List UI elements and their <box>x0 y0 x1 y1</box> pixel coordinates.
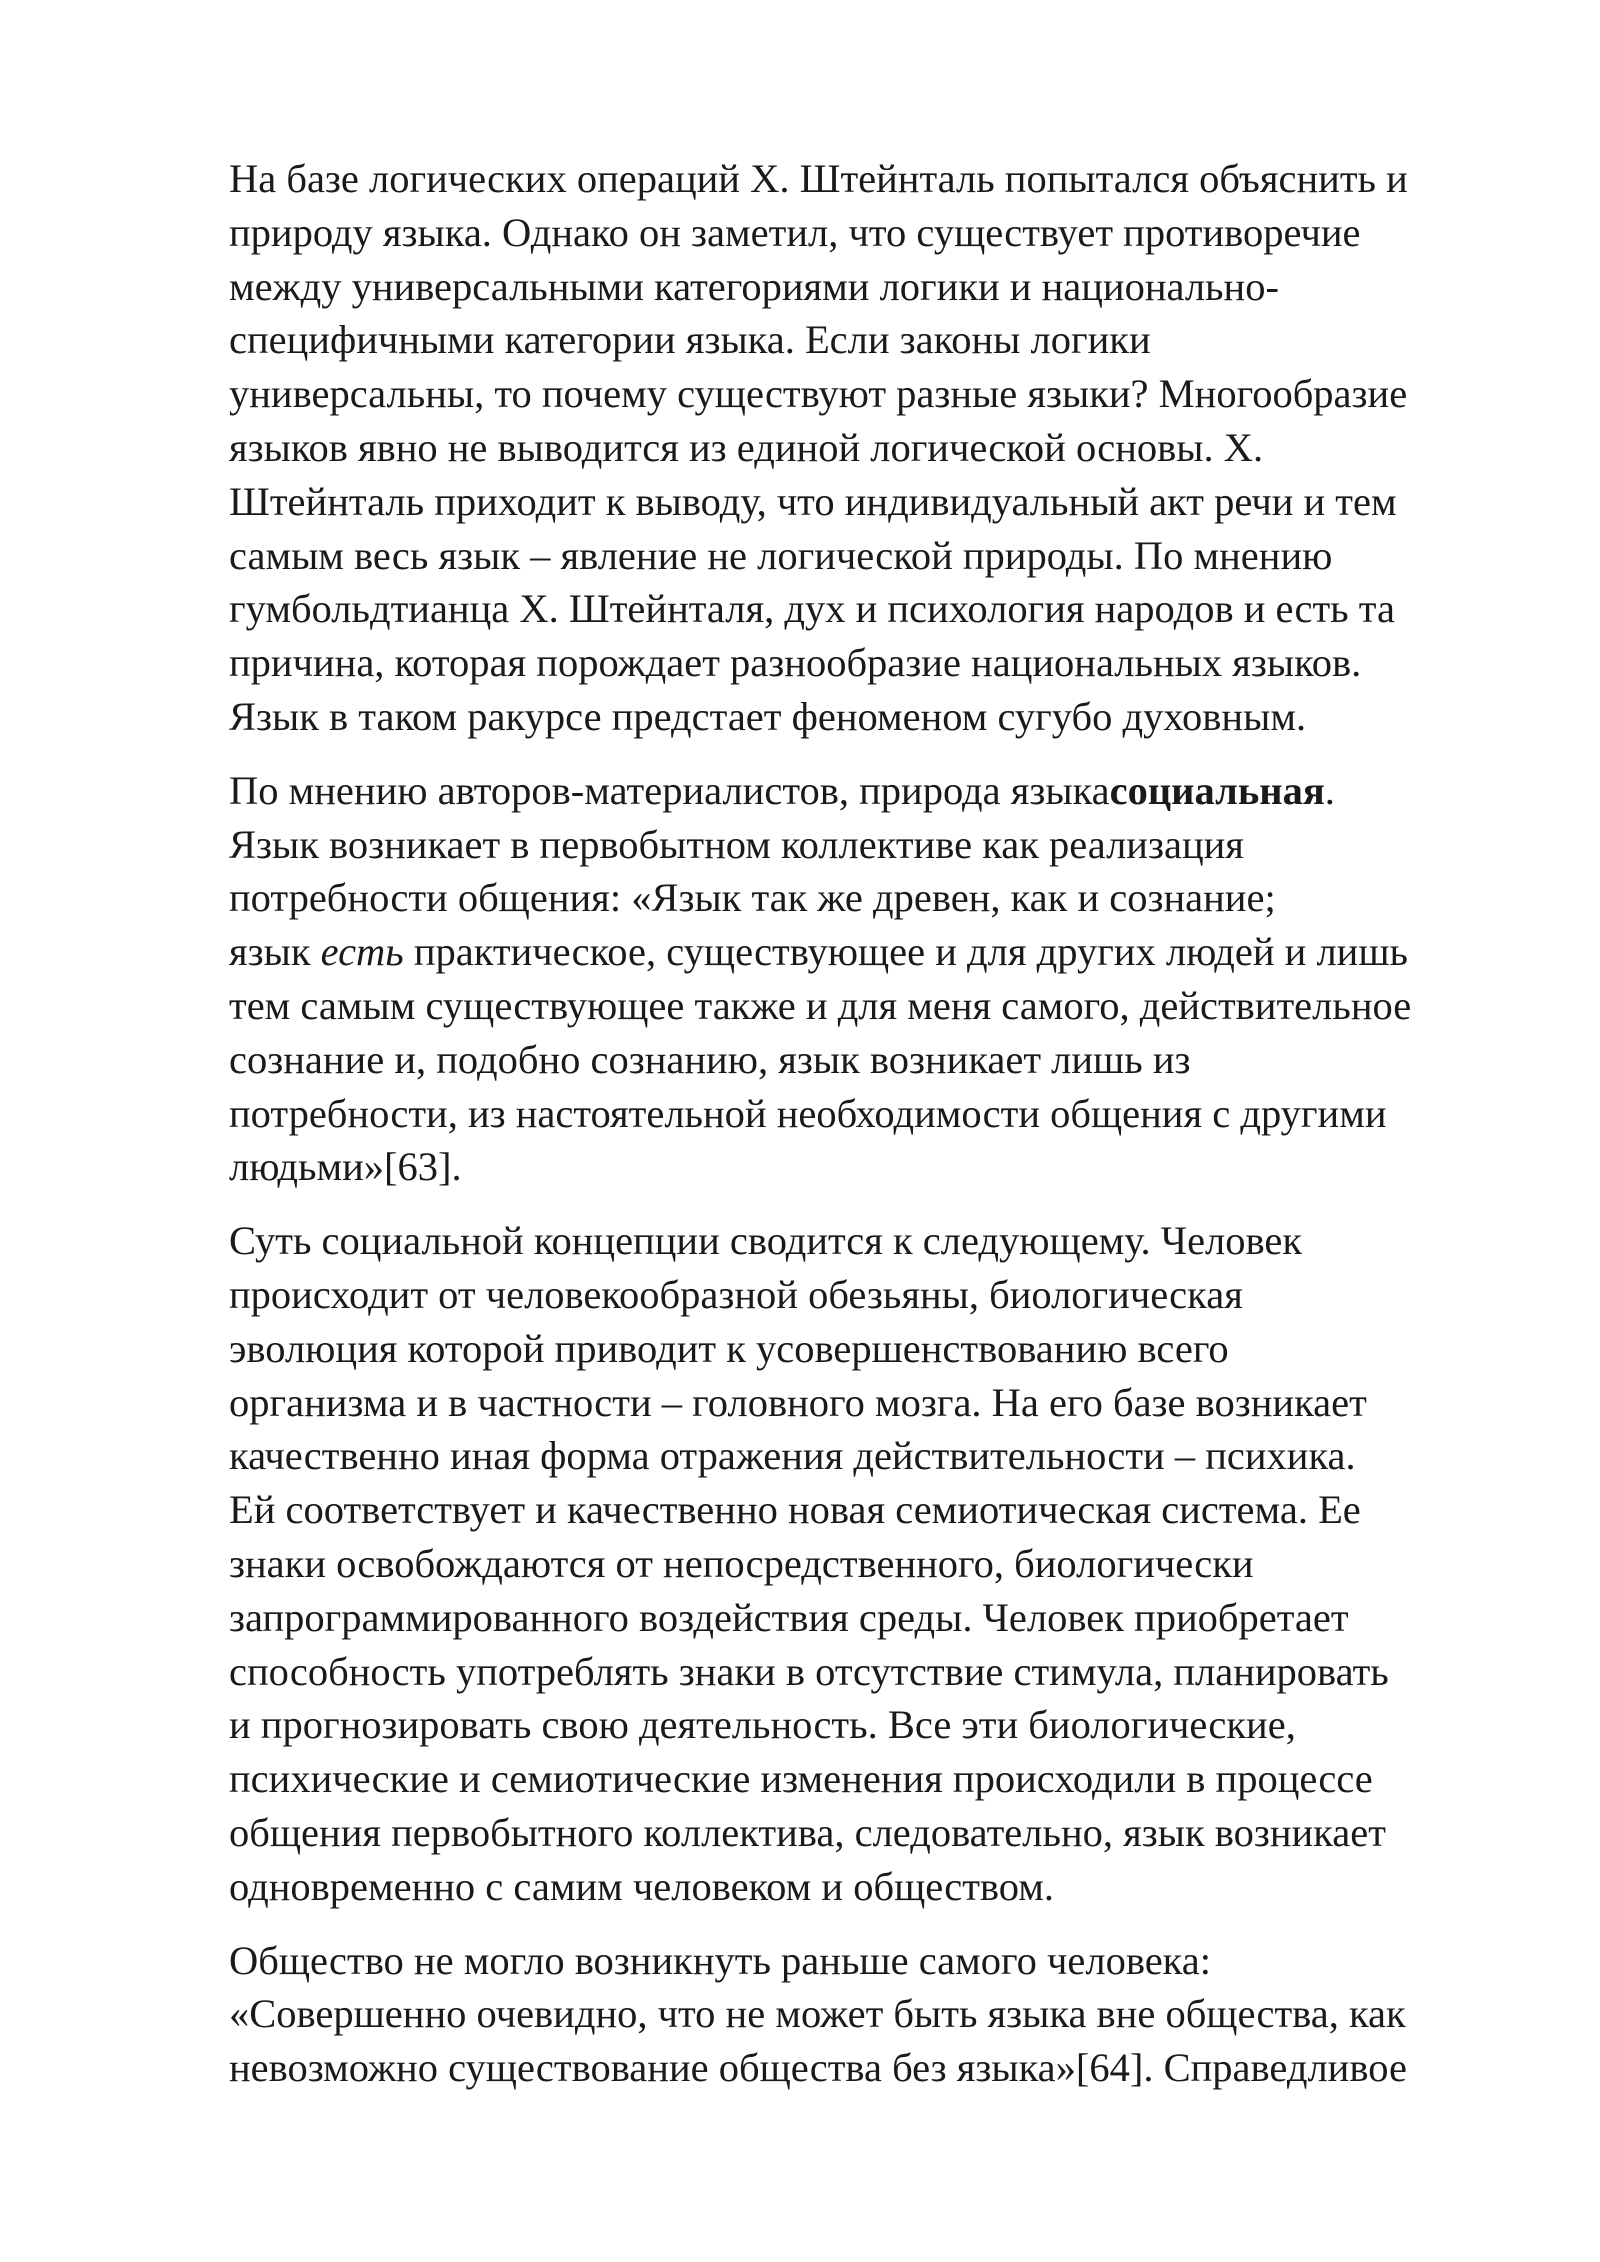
text-line <box>229 1140 1489 1194</box>
text-run: качественно иная форма отражения действительности – психика. <box>229 1433 1356 1479</box>
text-run: Ей соответствует и качественно новая семиотическая система. Ее <box>229 1487 1361 1533</box>
text-run: Общество не могло возникнуть раньше самого человека: <box>229 1937 1211 1983</box>
text-run: людьми»[63]. <box>229 1144 462 1190</box>
text-line <box>229 1806 1489 1860</box>
text-run: язык <box>229 929 321 975</box>
text-line <box>229 690 1489 744</box>
paragraph <box>229 152 1489 744</box>
text-line <box>229 582 1489 636</box>
text-run: запрограммированного воздействия среды. Человек приобретает <box>229 1594 1349 1640</box>
document-body <box>229 152 1489 2115</box>
text-run: организма и в частности – головного мозга. На его базе возникает <box>229 1379 1367 1425</box>
text-run: Язык в таком ракурсе предстает феноменом сугубо духовным. <box>229 693 1307 739</box>
text-run: По мнению авторов-материалистов, природа языка <box>229 767 1110 813</box>
paragraph <box>229 1214 1489 1913</box>
text-run: Язык возникает в первобытном коллективе как реализация <box>229 821 1244 867</box>
text-line <box>229 2041 1489 2095</box>
text-run: одновременно с самим человеком и обществом. <box>229 1863 1054 1909</box>
text-line <box>229 529 1489 583</box>
text-run: гумбольдтианца Х. Штейнталя, дух и психология народов и есть та <box>229 586 1395 632</box>
text-run: психические и семиотические изменения происходили в процессе <box>229 1756 1373 1802</box>
text-run: практическое, существующее и для других людей и лишь <box>403 929 1408 975</box>
text-line <box>229 421 1489 475</box>
text-run: универсальны, то почему существуют разные языки? Многообразие <box>229 371 1408 417</box>
text-run: общения первобытного коллектива, следовательно, язык возникает <box>229 1809 1386 1855</box>
text-run: эволюция которой приводит к усовершенствованию всего <box>229 1325 1229 1371</box>
text-line <box>229 871 1489 925</box>
emphasis-bold: социальная <box>1109 767 1325 813</box>
paragraph <box>229 764 1489 1194</box>
text-line <box>229 1322 1489 1376</box>
text-line <box>229 1429 1489 1483</box>
text-line <box>229 1591 1489 1645</box>
text-run: Суть социальной концепции сводится к следующему. Человек <box>229 1218 1303 1264</box>
text-line <box>229 1376 1489 1430</box>
text-run: сознание и, подобно сознанию, язык возникает лишь из <box>229 1036 1191 1082</box>
text-line <box>229 1268 1489 1322</box>
text-line <box>229 1483 1489 1537</box>
text-run: между универсальными категориями логики и национально- <box>229 263 1279 309</box>
text-run: самым весь язык – явление не логической природы. По мнению <box>229 532 1333 578</box>
text-line <box>229 260 1489 314</box>
text-line <box>229 1987 1489 2041</box>
text-run: знаки освобождаются от непосредственного, биологически <box>229 1540 1254 1586</box>
text-run: . <box>1324 767 1335 813</box>
text-run: На базе логических операций Х. Штейнталь попытался объяснить и <box>229 156 1408 201</box>
text-line <box>229 1934 1489 1988</box>
text-line <box>229 979 1489 1033</box>
text-line <box>229 1537 1489 1591</box>
text-run: способность употреблять знаки в отсутствие стимула, планировать <box>229 1648 1389 1694</box>
text-run: природу языка. Однако он заметил, что существует противоречие <box>229 209 1361 255</box>
text-run: Штейнталь приходит к выводу, что индивидуальный акт речи и тем <box>229 478 1397 524</box>
text-run: и прогнозировать свою деятельность. Все эти биологические, <box>229 1702 1296 1748</box>
text-run: происходит от человекообразной обезьяны, биологическая <box>229 1271 1243 1317</box>
text-run: потребности, из настоятельной необходимости общения с другими <box>229 1090 1387 1136</box>
text-line <box>229 1860 1489 1914</box>
text-line <box>229 152 1489 206</box>
text-line <box>229 206 1489 260</box>
text-line <box>229 1698 1489 1752</box>
text-run: потребности общения: «Язык так же древен, как и сознание; <box>229 875 1276 921</box>
paragraph <box>229 1934 1489 2095</box>
text-run: тем самым существующее также и для меня самого, действительное <box>229 982 1412 1028</box>
text-line <box>229 1752 1489 1806</box>
text-run: «Совершенно очевидно, что не может быть языка вне общества, как <box>229 1991 1406 2037</box>
text-run: невозможно существование общества без языка»[64]. Справедливое <box>229 2045 1407 2091</box>
text-line <box>229 1087 1489 1141</box>
text-line <box>229 313 1489 367</box>
text-line <box>229 764 1489 818</box>
text-line <box>229 367 1489 421</box>
text-line <box>229 818 1489 872</box>
text-line <box>229 475 1489 529</box>
text-run: языков явно не выводится из единой логической основы. Х. <box>229 424 1264 470</box>
text-line <box>229 1033 1489 1087</box>
text-line <box>229 1645 1489 1699</box>
text-line <box>229 925 1489 979</box>
text-line <box>229 636 1489 690</box>
text-run: специфичными категории языка. Если законы логики <box>229 317 1151 363</box>
text-run: причина, которая порождает разнообразие национальных языков. <box>229 640 1362 686</box>
emphasis-italic: есть <box>320 929 404 975</box>
text-line <box>229 1214 1489 1268</box>
